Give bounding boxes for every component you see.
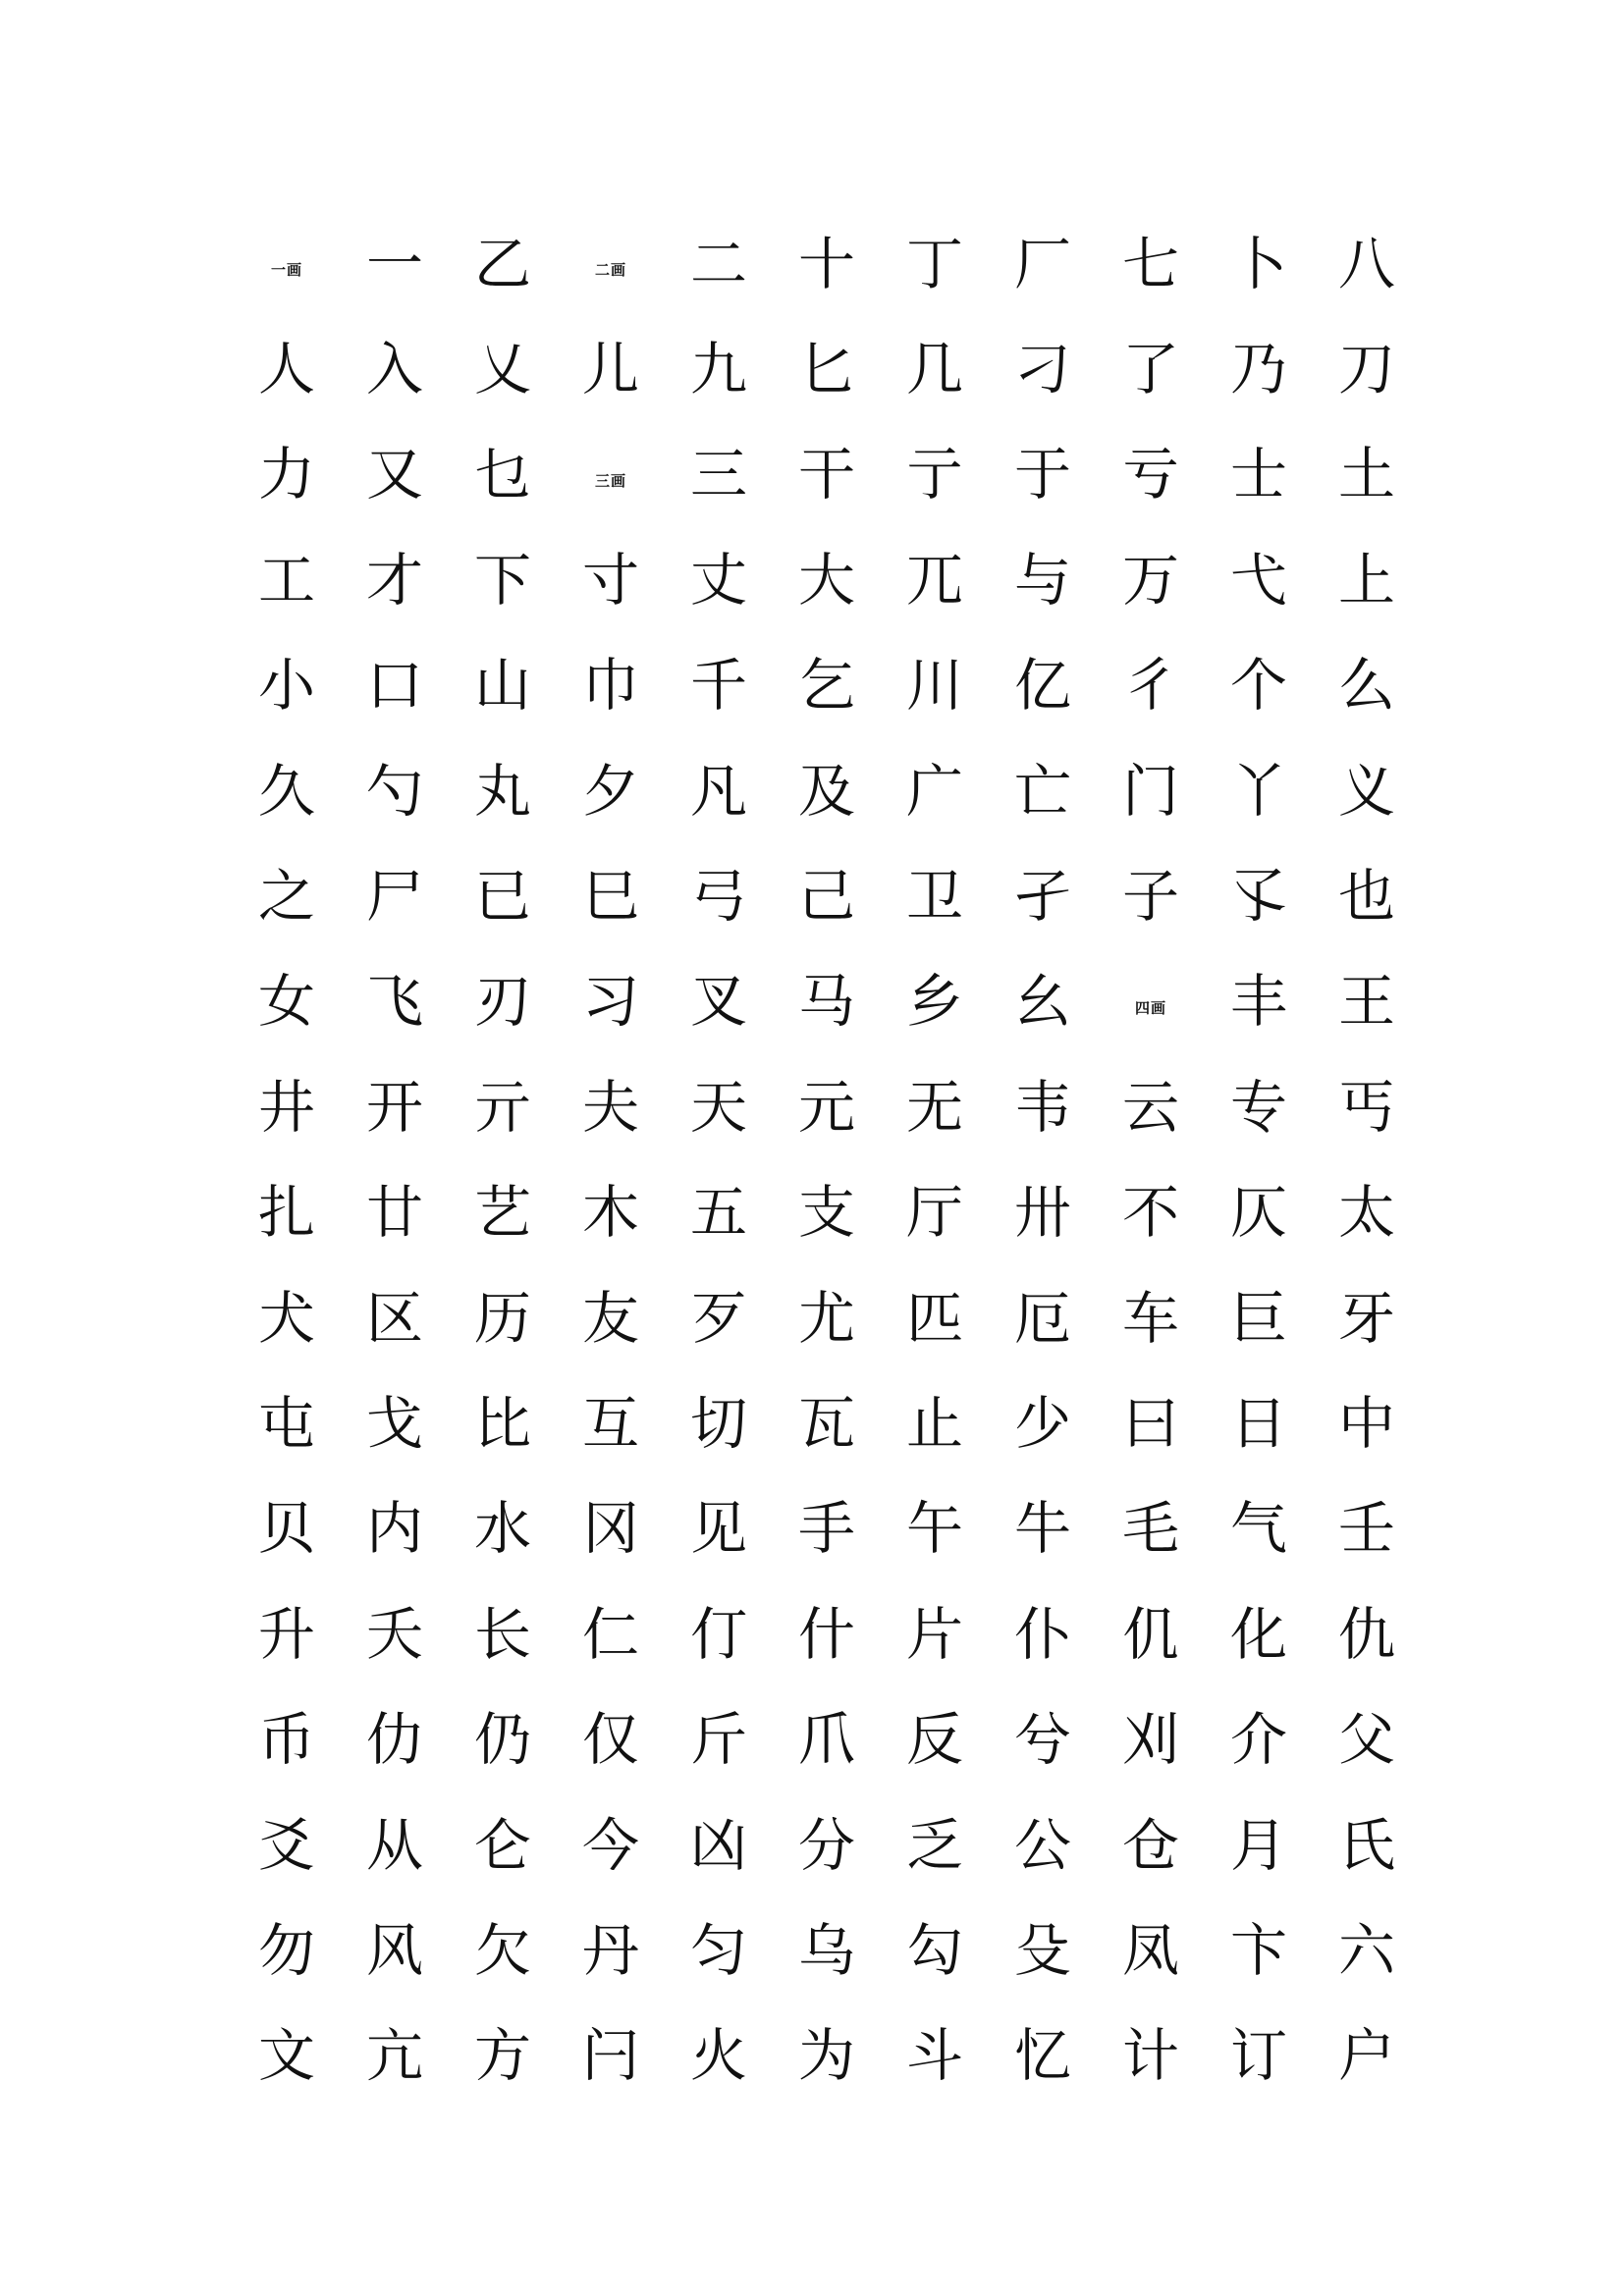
character-cell: 久 <box>257 757 315 825</box>
character-cell: 川 <box>905 652 963 720</box>
character-cell: 水 <box>473 1495 531 1563</box>
character-cell: 化 <box>1229 1600 1287 1668</box>
character-cell: 士 <box>1229 441 1287 508</box>
character-cell: 午 <box>905 1495 963 1563</box>
character-cell: 无 <box>905 1073 963 1141</box>
character-cell: 口 <box>365 652 423 720</box>
character-cell: 车 <box>1121 1284 1179 1352</box>
character-cell: 止 <box>905 1389 963 1457</box>
character-cell: 丹 <box>581 1916 639 1984</box>
character-cell: 匹 <box>905 1284 963 1352</box>
character-cell: 山 <box>473 652 531 720</box>
character-cell: 仑 <box>473 1811 531 1879</box>
character-cell: 不 <box>1121 1179 1179 1247</box>
character-cell: 巾 <box>581 652 639 720</box>
character-cell: 力 <box>257 441 315 508</box>
character-grid <box>233 211 1421 2109</box>
character-cell: 文 <box>257 2022 315 2090</box>
character-cell: 丈 <box>689 546 747 614</box>
character-cell: 卫 <box>905 863 963 931</box>
character-cell: 子 <box>1121 863 1179 931</box>
character-cell: 公 <box>1013 1811 1071 1879</box>
character-cell: 凡 <box>689 757 747 825</box>
character-cell: 忆 <box>1013 2022 1071 2090</box>
character-cell: 手 <box>797 1495 855 1563</box>
character-cell: 弓 <box>689 863 747 931</box>
character-cell: 仍 <box>473 1706 531 1774</box>
character-cell: 殳 <box>1013 1916 1071 1984</box>
character-cell: 仄 <box>1229 1179 1287 1247</box>
character-cell: 欠 <box>473 1916 531 1984</box>
character-cell: 扎 <box>257 1179 315 1247</box>
character-cell: 币 <box>257 1706 315 1774</box>
character-cell: 叉 <box>689 968 747 1036</box>
character-cell: 己 <box>797 863 855 931</box>
character-cell: 勾 <box>905 1916 963 1984</box>
character-cell: 兀 <box>905 546 963 614</box>
character-cell: 区 <box>365 1284 423 1352</box>
character-cell: 内 <box>365 1495 423 1563</box>
character-cell: 也 <box>1337 863 1395 931</box>
character-cell: 五 <box>689 1179 747 1247</box>
character-cell: 火 <box>689 2022 747 2090</box>
character-cell: 又 <box>365 441 423 508</box>
character-cell: 爪 <box>797 1706 855 1774</box>
character-cell: 丰 <box>1229 968 1287 1036</box>
character-cell: 氏 <box>1337 1811 1395 1879</box>
character-cell: 幺 <box>1013 968 1071 1036</box>
character-cell: 之 <box>257 863 315 931</box>
character-cell: 亡 <box>1013 757 1071 825</box>
character-cell: 亏 <box>1121 441 1179 508</box>
character-cell: 片 <box>905 1600 963 1668</box>
character-cell: 斗 <box>905 2022 963 2090</box>
character-cell: 王 <box>1337 968 1395 1036</box>
character-cell: 中 <box>1337 1389 1395 1457</box>
character-cell: 仃 <box>689 1600 747 1668</box>
character-cell: 贝 <box>257 1495 315 1563</box>
character-cell: 工 <box>257 546 315 614</box>
character-cell: 入 <box>365 336 423 403</box>
character-cell: 弋 <box>1229 546 1287 614</box>
character-cell: 反 <box>905 1706 963 1774</box>
character-cell: 厂 <box>1013 230 1071 297</box>
character-cell: 升 <box>257 1600 315 1668</box>
character-cell: 卅 <box>1013 1179 1071 1247</box>
character-cell: 气 <box>1229 1495 1287 1563</box>
character-cell: 上 <box>1337 546 1395 614</box>
character-cell: 犬 <box>257 1284 315 1352</box>
character-cell: 切 <box>689 1389 747 1457</box>
character-cell: 历 <box>473 1284 531 1352</box>
character-cell: 从 <box>365 1811 423 1879</box>
character-cell: 乙 <box>473 230 531 297</box>
character-cell: 风 <box>365 1916 423 1984</box>
character-cell: 巨 <box>1229 1284 1287 1352</box>
character-cell: 习 <box>581 968 639 1036</box>
character-cell: 亍 <box>905 441 963 508</box>
character-cell: 牛 <box>1013 1495 1071 1563</box>
character-cell: 厄 <box>1013 1284 1071 1352</box>
character-cell: 勿 <box>257 1916 315 1984</box>
character-cell: 尤 <box>797 1284 855 1352</box>
stroke-count-marker: 三画 <box>594 471 626 490</box>
character-cell: 井 <box>257 1073 315 1141</box>
character-cell: 比 <box>473 1389 531 1457</box>
character-cell: 卞 <box>1229 1916 1287 1984</box>
character-cell: 介 <box>1229 1706 1287 1774</box>
character-cell: 广 <box>905 757 963 825</box>
character-cell: 亿 <box>1013 652 1071 720</box>
character-cell: 儿 <box>581 336 639 403</box>
character-cell: 乃 <box>1229 336 1287 403</box>
character-cell: 亓 <box>473 1073 531 1141</box>
character-cell: 仉 <box>1121 1600 1179 1668</box>
character-cell: 艺 <box>473 1179 531 1247</box>
stroke-count-marker: 二画 <box>594 261 626 280</box>
character-cell: 壬 <box>1337 1495 1395 1563</box>
character-cell: 勺 <box>365 757 423 825</box>
character-cell: 刀 <box>1337 336 1395 403</box>
character-cell: 长 <box>473 1600 531 1668</box>
character-cell: 了 <box>1121 336 1179 403</box>
character-cell: 仓 <box>1121 1811 1179 1879</box>
character-cell: 计 <box>1121 2022 1179 2090</box>
character-cell: 及 <box>797 757 855 825</box>
character-cell: 木 <box>581 1179 639 1247</box>
character-cell: 瓦 <box>797 1389 855 1457</box>
character-cell: 女 <box>257 968 315 1036</box>
character-cell: 夕 <box>581 757 639 825</box>
character-cell: 兮 <box>1013 1706 1071 1774</box>
character-cell: 凶 <box>689 1811 747 1879</box>
character-cell: 乜 <box>473 441 531 508</box>
character-cell: 丫 <box>1229 757 1287 825</box>
character-cell: 刈 <box>1121 1706 1179 1774</box>
character-cell: 刃 <box>473 968 531 1036</box>
character-cell: 少 <box>1013 1389 1071 1457</box>
character-cell: 今 <box>581 1811 639 1879</box>
character-cell: 夫 <box>581 1073 639 1141</box>
character-cell: 干 <box>797 441 855 508</box>
character-cell: 日 <box>1229 1389 1287 1457</box>
stroke-count-marker: 四画 <box>1134 998 1166 1017</box>
character-cell: 寸 <box>581 546 639 614</box>
character-cell: 与 <box>1013 546 1071 614</box>
character-cell: 韦 <box>1013 1073 1071 1141</box>
character-cell: 乡 <box>905 968 963 1036</box>
character-cell: 下 <box>473 546 531 614</box>
character-cell: 夭 <box>365 1600 423 1668</box>
character-cell: 订 <box>1229 2022 1287 2090</box>
character-cell: 丁 <box>905 230 963 297</box>
character-cell: 义 <box>1337 757 1395 825</box>
character-cell: 斤 <box>689 1706 747 1774</box>
character-cell: 互 <box>581 1389 639 1457</box>
character-cell: 冈 <box>581 1495 639 1563</box>
character-cell: 刁 <box>1013 336 1071 403</box>
character-cell: 父 <box>1337 1706 1395 1774</box>
character-cell: 凤 <box>1121 1916 1179 1984</box>
character-cell: 为 <box>797 2022 855 2090</box>
character-cell: 乂 <box>473 336 531 403</box>
character-cell: 二 <box>689 230 747 297</box>
character-cell: 歹 <box>689 1284 747 1352</box>
character-cell: 巳 <box>581 863 639 931</box>
character-cell: 天 <box>689 1073 747 1141</box>
character-cell: 大 <box>797 546 855 614</box>
character-cell: 小 <box>257 652 315 720</box>
character-cell: 丐 <box>1337 1073 1395 1141</box>
character-cell: 六 <box>1337 1916 1395 1984</box>
character-cell: 孑 <box>1013 863 1071 931</box>
character-cell: 户 <box>1337 2022 1395 2090</box>
character-cell: 支 <box>797 1179 855 1247</box>
character-cell: 几 <box>905 336 963 403</box>
character-cell: 毛 <box>1121 1495 1179 1563</box>
character-cell: 牙 <box>1337 1284 1395 1352</box>
character-cell: 才 <box>365 546 423 614</box>
character-cell: 什 <box>797 1600 855 1668</box>
character-cell: 七 <box>1121 230 1179 297</box>
character-cell: 元 <box>797 1073 855 1141</box>
character-cell: 马 <box>797 968 855 1036</box>
character-cell: 门 <box>1121 757 1179 825</box>
character-cell: 九 <box>689 336 747 403</box>
character-cell: 已 <box>473 863 531 931</box>
character-cell: 千 <box>689 652 747 720</box>
character-cell: 个 <box>1229 652 1287 720</box>
character-cell: 彳 <box>1121 652 1179 720</box>
character-cell: 仅 <box>581 1706 639 1774</box>
character-cell: 月 <box>1229 1811 1287 1879</box>
character-cell: 见 <box>689 1495 747 1563</box>
character-cell: 开 <box>365 1073 423 1141</box>
character-cell: 匕 <box>797 336 855 403</box>
character-cell: 曰 <box>1121 1389 1179 1457</box>
character-cell: 孓 <box>1229 863 1287 931</box>
character-cell: 飞 <box>365 968 423 1036</box>
stroke-count-marker: 一画 <box>270 261 302 280</box>
character-cell: 太 <box>1337 1179 1395 1247</box>
character-cell: 土 <box>1337 441 1395 508</box>
character-cell: 仇 <box>1337 1600 1395 1668</box>
character-cell: 闩 <box>581 2022 639 2090</box>
character-cell: 云 <box>1121 1073 1179 1141</box>
character-cell: 匀 <box>689 1916 747 1984</box>
character-cell: 方 <box>473 2022 531 2090</box>
character-cell: 分 <box>797 1811 855 1879</box>
character-cell: 友 <box>581 1284 639 1352</box>
character-cell: 十 <box>797 230 855 297</box>
character-cell: 仁 <box>581 1600 639 1668</box>
character-cell: 卜 <box>1229 230 1287 297</box>
character-cell: 乌 <box>797 1916 855 1984</box>
character-cell: 于 <box>1013 441 1071 508</box>
character-cell: 戈 <box>365 1389 423 1457</box>
character-cell: 廿 <box>365 1179 423 1247</box>
character-cell: 厅 <box>905 1179 963 1247</box>
character-cell: 专 <box>1229 1073 1287 1141</box>
character-cell: 乞 <box>797 652 855 720</box>
character-cell: 么 <box>1337 652 1395 720</box>
character-cell: 仂 <box>365 1706 423 1774</box>
character-cell: 八 <box>1337 230 1395 297</box>
character-cell: 丸 <box>473 757 531 825</box>
character-cell: 人 <box>257 336 315 403</box>
character-cell: 爻 <box>257 1811 315 1879</box>
character-cell: 万 <box>1121 546 1179 614</box>
character-cell: 乏 <box>905 1811 963 1879</box>
character-cell: 屯 <box>257 1389 315 1457</box>
character-cell: 亢 <box>365 2022 423 2090</box>
character-cell: 仆 <box>1013 1600 1071 1668</box>
character-cell: 一 <box>365 230 423 297</box>
character-cell: 三 <box>689 441 747 508</box>
character-cell: 尸 <box>365 863 423 931</box>
